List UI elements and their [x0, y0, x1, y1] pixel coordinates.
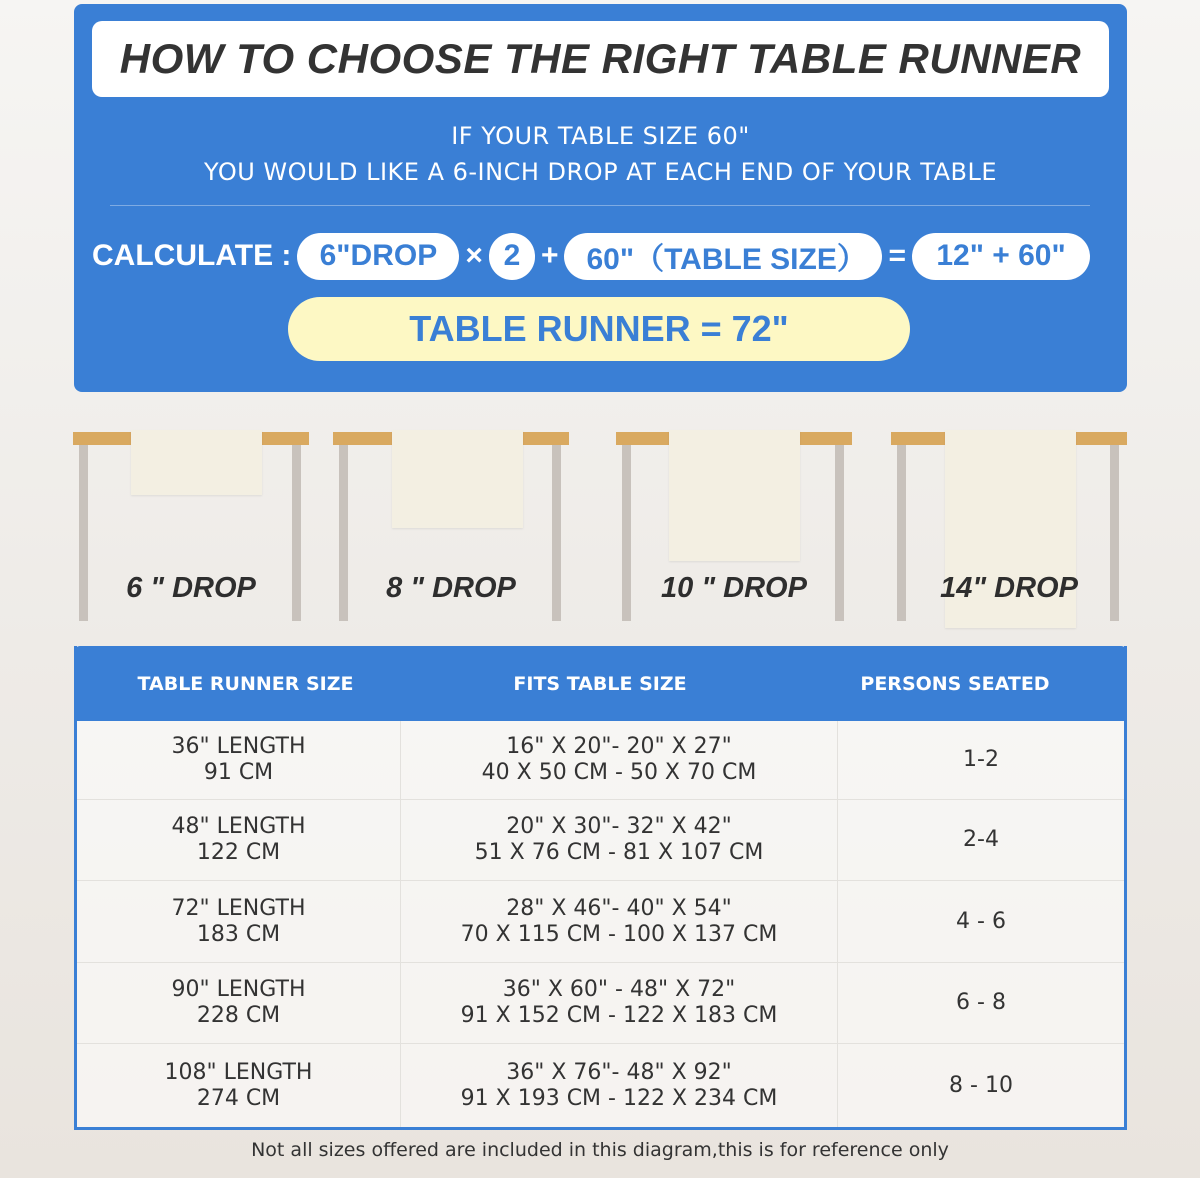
table-row: [77, 963, 1124, 1044]
runner-drop: [669, 430, 800, 561]
fit-cm: 91 X 193 CM - 122 X 234 CM: [460, 1085, 778, 1111]
runner-cm: 122 CM: [196, 840, 281, 865]
fit-inches: 20" X 30"- 32" X 42": [506, 814, 732, 839]
table-row: [77, 881, 1124, 963]
runner-length: 108" LENGTH: [164, 1059, 313, 1085]
calculation-row: [92, 232, 1090, 280]
persons-seated: 1-2: [963, 747, 999, 772]
fit-cm: 70 X 115 CM - 100 X 137 CM: [460, 921, 778, 947]
fit-cm: 51 X 76 CM - 81 X 107 CM: [474, 840, 764, 865]
sum-pill: 12" + 60": [912, 233, 1090, 280]
header-runner-size: TABLE RUNNER SIZE: [137, 672, 354, 695]
table-header: [74, 646, 1127, 721]
runner-cm: 228 CM: [196, 1003, 281, 1028]
table-row: [77, 800, 1124, 881]
fit-inches: 36" X 60" - 48" X 72": [502, 977, 736, 1002]
table-row: [77, 721, 1124, 800]
persons-seated: 2-4: [963, 827, 999, 852]
header-fits-table: FITS TABLE SIZE: [513, 672, 687, 695]
runner-length: 48" LENGTH: [171, 814, 306, 839]
fit-inches: 36" X 76"- 48" X 92": [506, 1059, 732, 1085]
runner-cm: 274 CM: [196, 1085, 281, 1111]
drop-label: 6 " DROP: [126, 572, 256, 604]
example-line-2: YOU WOULD LIKE A 6-INCH DROP AT EACH END OF YOUR TABLE: [204, 158, 997, 186]
header-persons: PERSONS SEATED: [860, 672, 1050, 695]
footnote: Not all sizes offered are included in this diagram,this is for reference only: [251, 1139, 949, 1161]
result-pill: TABLE RUNNER = 72": [288, 297, 910, 361]
plus-sign: +: [540, 239, 559, 272]
persons-seated: 6 - 8: [956, 990, 1006, 1015]
runner-length: 36" LENGTH: [171, 734, 306, 759]
table-size-pill: 60"（TABLE SIZE）: [564, 233, 882, 280]
runner-length: 72" LENGTH: [171, 895, 306, 921]
persons-seated: 4 - 6: [956, 908, 1006, 934]
fit-inches: 28" X 46"- 40" X 54": [506, 895, 732, 921]
drop-label: 10 " DROP: [661, 572, 807, 604]
example-line-1: IF YOUR TABLE SIZE 60": [451, 122, 750, 150]
two-pill: 2: [489, 233, 535, 280]
runner-cm: 91 CM: [203, 760, 274, 785]
drop-label: 8 " DROP: [386, 572, 516, 604]
page-title: HOW TO CHOOSE THE RIGHT TABLE RUNNER: [92, 21, 1109, 97]
drop-label: 14" DROP: [940, 572, 1078, 604]
persons-seated: 8 - 10: [949, 1072, 1013, 1098]
table-row: [77, 1044, 1124, 1127]
runner-drop: [392, 430, 523, 528]
fit-cm: 91 X 152 CM - 122 X 183 CM: [460, 1003, 778, 1028]
divider: [110, 205, 1090, 206]
drop-pill: 6"DROP: [297, 233, 459, 280]
times-sign: ×: [465, 239, 483, 272]
fit-inches: 16" X 20"- 20" X 27": [506, 734, 732, 759]
equals-sign: =: [888, 239, 907, 272]
runner-drop: [131, 430, 262, 495]
runner-length: 90" LENGTH: [171, 977, 306, 1002]
fit-cm: 40 X 50 CM - 50 X 70 CM: [481, 760, 757, 785]
calculate-label: CALCULATE :: [92, 239, 292, 272]
runner-cm: 183 CM: [196, 921, 281, 947]
